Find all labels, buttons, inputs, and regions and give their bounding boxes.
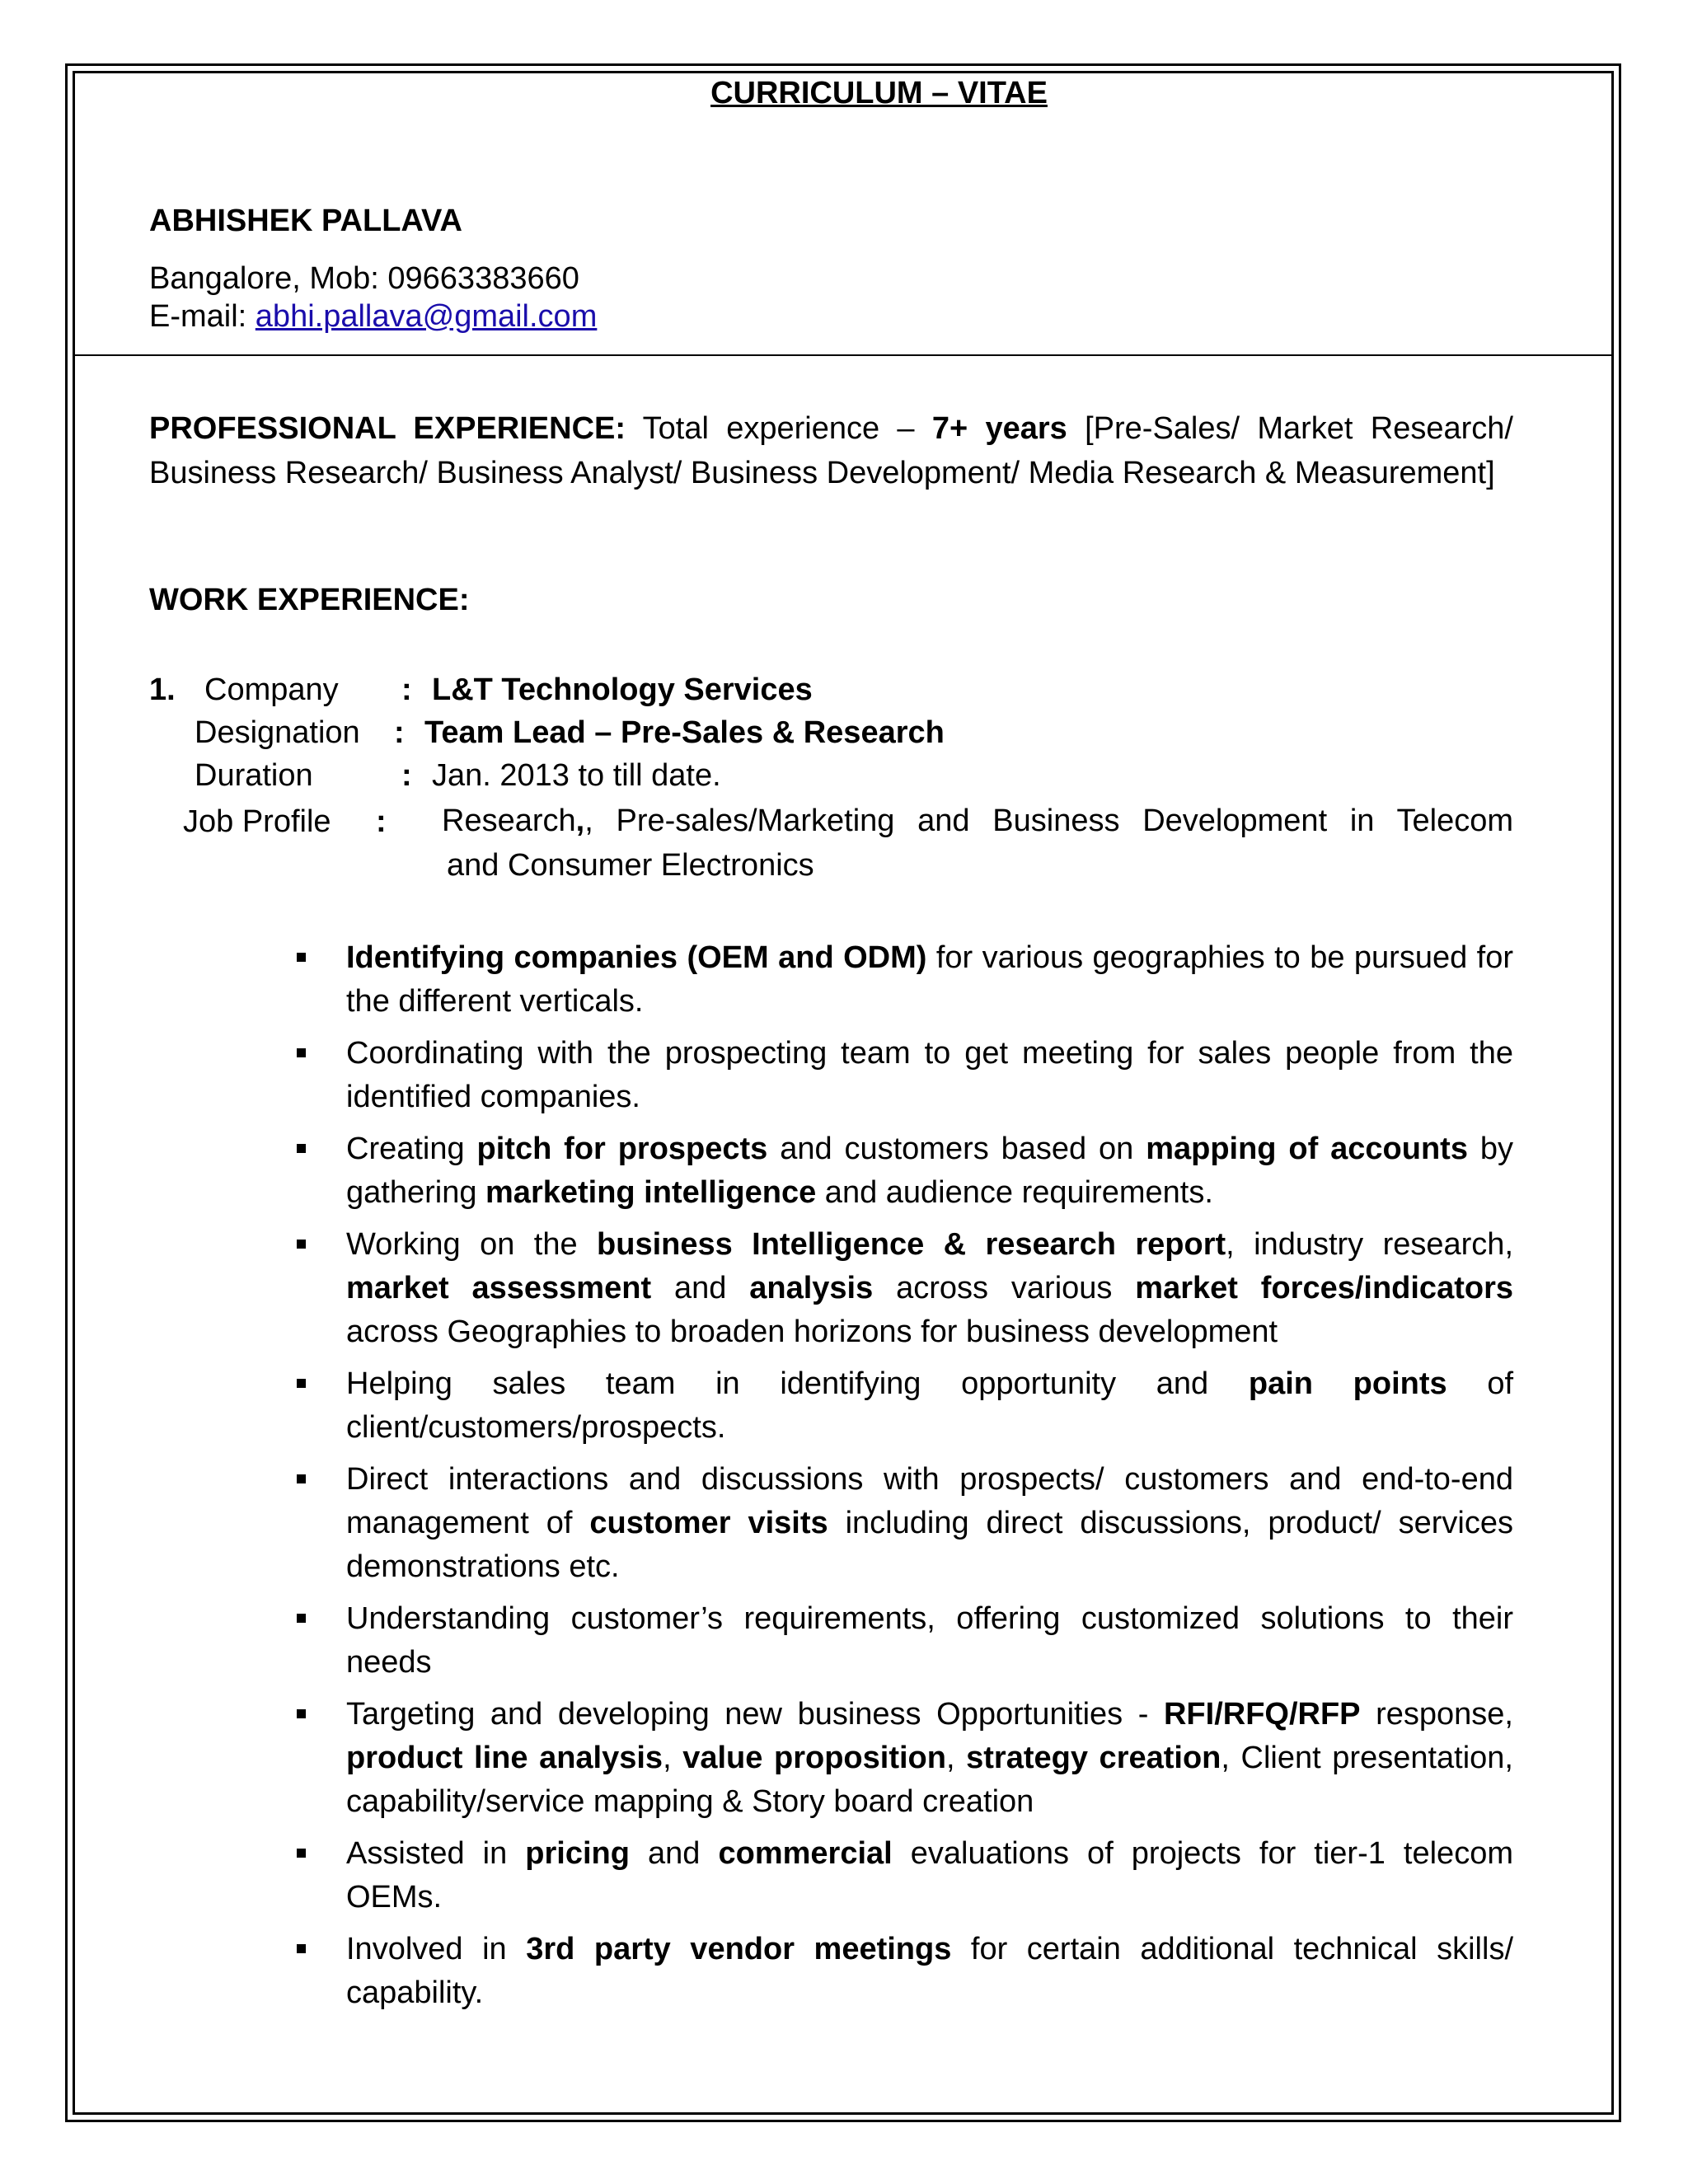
responsibility-item: Direct interactions and discussions with prospects/ customers and end-to-end management of customer visits including direct discussions, product/ services demonstrations etc. — [288, 1458, 1513, 1589]
professional-experience-heading: PROFESSIONAL EXPERIENCE: — [149, 411, 626, 446]
responsibility-item: Targeting and developing new business Opportunities - RFI/RFQ/RFP response, product line analysis, value proposition, strategy creation, Client presentation, capability/service mapping & Story board creation — [288, 1693, 1513, 1824]
bullet-square-icon — [297, 1944, 306, 1953]
responsibility-item: Understanding customer’s requirements, offering customized solutions to their needs — [288, 1597, 1513, 1685]
bullet-square-icon — [297, 953, 306, 962]
duration-label: Duration — [195, 758, 313, 793]
company-label: Company — [204, 673, 339, 707]
bullet-square-icon — [297, 1144, 306, 1153]
responsibility-item: Involved in 3rd party vendor meetings for certain additional technical skills/ capability. — [288, 1928, 1513, 2015]
email-label: E-mail: — [149, 299, 256, 334]
responsibility-item: Identifying companies (OEM and ODM) for various geographies to be pursued for the different verticals. — [288, 936, 1513, 1024]
designation-value: Team Lead – Pre-Sales & Research — [424, 715, 945, 750]
bullet-square-icon — [297, 1240, 306, 1249]
job-profile-label: Job Profile — [183, 804, 331, 839]
professional-experience: PROFESSIONAL EXPERIENCE: Total experience – 7+ years [Pre-Sales/ Market Research/ Business Research/ Business Analyst/ Business Development/ Media Research & Measurement] — [149, 411, 1513, 490]
experience-years: 7+ years — [931, 411, 1067, 446]
company-colon: : — [401, 673, 412, 707]
responsibility-item: Assisted in pricing and commercial evaluations of projects for tier-1 telecom OEMs. — [288, 1832, 1513, 1919]
company-value: L&T Technology Services — [432, 673, 813, 707]
job-profile-value: Research,, Pre-sales/Marketing and Business Development in Telecom and Consumer Electronics — [442, 804, 1513, 883]
work-experience-heading: WORK EXPERIENCE: — [149, 583, 470, 617]
designation-label: Designation — [195, 715, 360, 750]
bullet-square-icon — [297, 1849, 306, 1858]
job-number: 1. — [149, 673, 176, 707]
header-divider — [73, 354, 1614, 356]
bullet-square-icon — [297, 1709, 306, 1718]
experience-areas: [Pre-Sales/ Market Research/ Business Research/ Business Analyst/ Business Development/ Media Research & Measurement] — [149, 411, 1513, 490]
responsibility-item: Working on the business Intelligence & research report, industry research, market assessment and analysis across various market forces/indicators across Geographies to broaden horizons for business development — [288, 1223, 1513, 1354]
duration-value: Jan. 2013 to till date. — [432, 758, 721, 793]
bullet-square-icon — [297, 1614, 306, 1623]
location-phone: Bangalore, Mob: 09663383660 — [149, 261, 579, 296]
job-profile-colon: : — [376, 804, 387, 839]
designation-colon: : — [394, 715, 405, 750]
bullet-square-icon — [297, 1474, 306, 1483]
document-title: CURRICULUM – VITAE — [710, 76, 1048, 110]
candidate-name: ABHISHEK PALLAVA — [149, 204, 462, 238]
email-line — [149, 298, 597, 335]
bullet-square-icon — [297, 1048, 306, 1057]
contact-block — [149, 260, 597, 335]
responsibility-item: Creating pitch for prospects and customers based on mapping of accounts by gathering marketing intelligence and audience requirements. — [288, 1127, 1513, 1215]
email-link[interactable]: abhi.pallava@gmail.com — [255, 299, 598, 334]
responsibilities-list — [288, 936, 1513, 2023]
responsibility-item: Helping sales team in identifying opportunity and pain points of client/customers/prospects. — [288, 1362, 1513, 1450]
bullet-square-icon — [297, 1379, 306, 1388]
duration-colon: : — [401, 758, 412, 793]
responsibility-item: Coordinating with the prospecting team to get meeting for sales people from the identified companies. — [288, 1032, 1513, 1119]
